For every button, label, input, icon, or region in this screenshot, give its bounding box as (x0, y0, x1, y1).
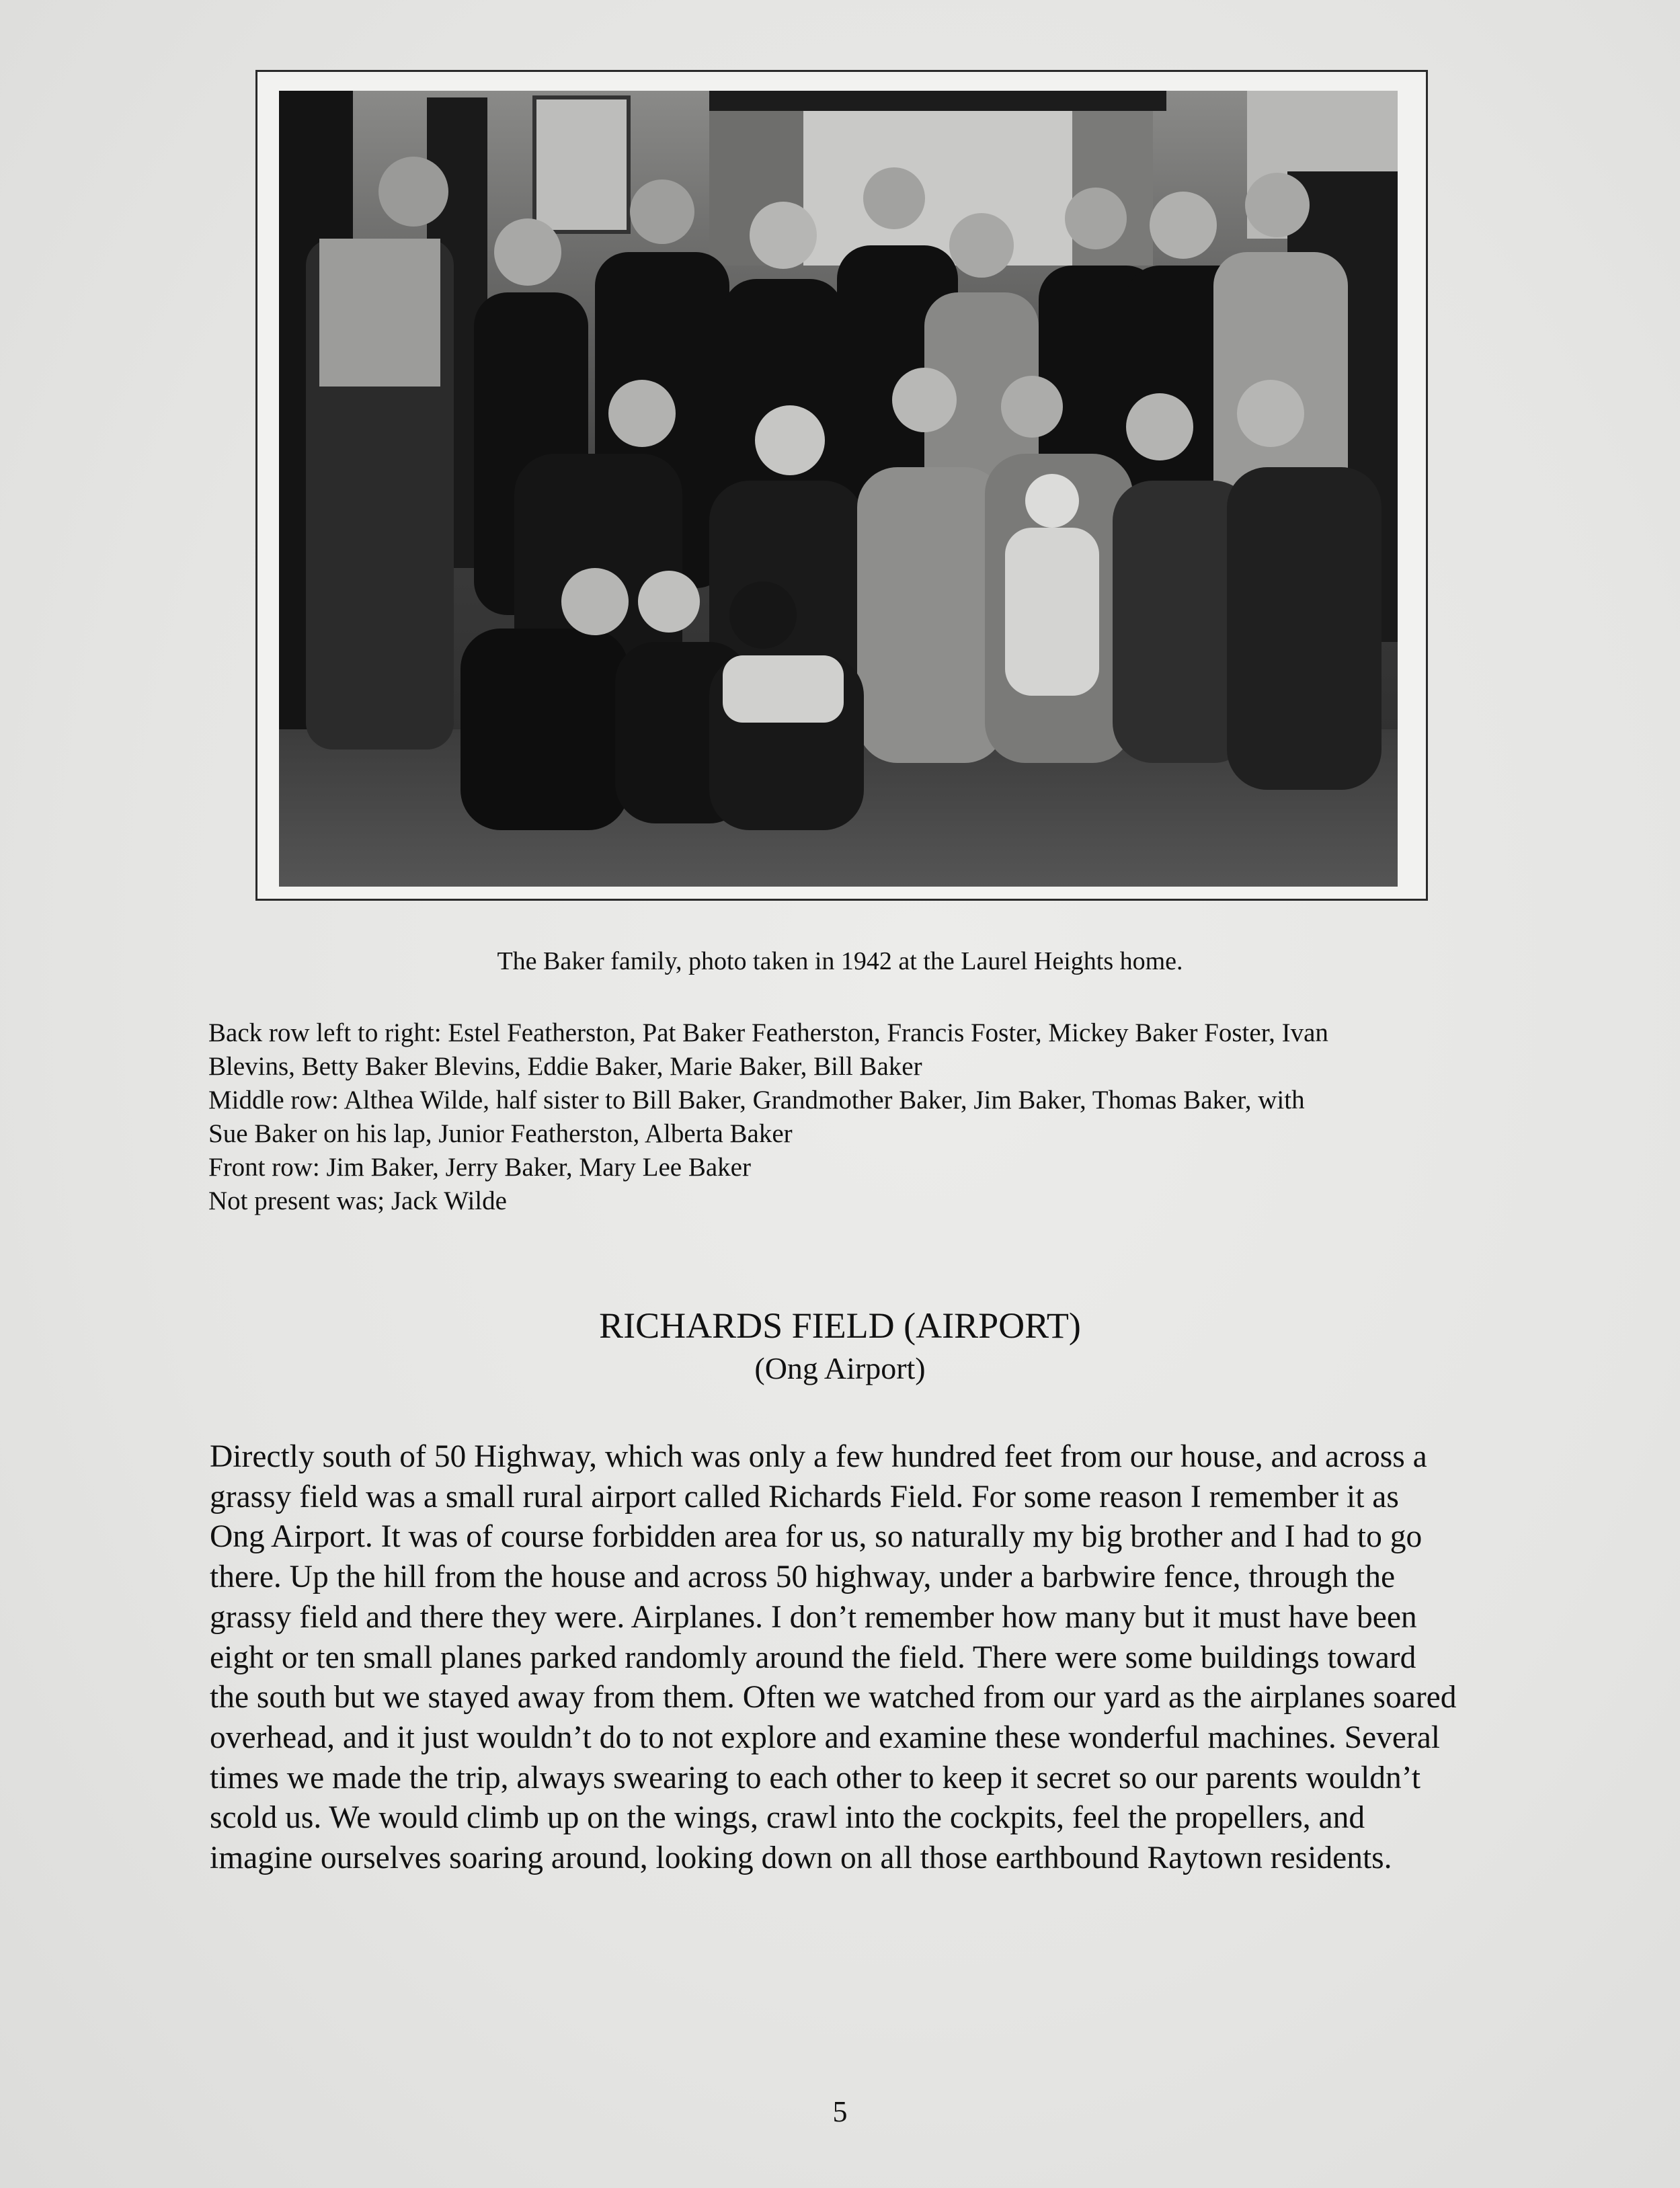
credits-line: Not present was; Jack Wilde (208, 1186, 507, 1215)
family-photo-icon (279, 91, 1398, 887)
credits-line: Sue Baker on his lap, Junior Featherston, Alberta Baker (208, 1119, 793, 1148)
credits-line: Back row left to right: Estel Featherston, Pat Baker Featherston, Francis Foster, Mickey Baker Foster, Ivan (208, 1018, 1328, 1047)
page-number: 5 (832, 2095, 848, 2128)
photo-credits (208, 1016, 1472, 1218)
credits-line: Middle row: Althea Wilde, half sister to Bill Baker, Grandmother Baker, Jim Baker, Thomas Baker, with (208, 1086, 1305, 1115)
photo-caption: The Baker family, photo taken in 1942 at the Laurel Heights home. (497, 947, 1183, 975)
section-subtitle: (Ong Airport) (754, 1351, 926, 1385)
photo-frame (255, 70, 1428, 901)
section-title: RICHARDS FIELD (AIRPORT) (599, 1305, 1081, 1346)
credits-line: Front row: Jim Baker, Jerry Baker, Mary Lee Baker (208, 1153, 751, 1182)
family-photo (279, 91, 1398, 887)
body-paragraph: Directly south of 50 Highway, which was only a few hundred feet from our house, and across a grassy field was a small rural airport called Richards Field. For some reason I remember it as Ong Airport. It was of course forbidden area for us, so naturally my big brother and I had to go there. Up the hill from the house and across 50 highway, under a barbwire fence, through the grassy field and there they were. Airplanes. I don’t remember how many but it must have been eight or ten small planes parked randomly around the field. There were some buildings toward the south but we stayed away from them. Often we watched from our yard as the airplanes soared overhead, and it just wouldn’t do to not explore and examine these wonderful machines. Several times we made the trip, always swearing to each other to keep it secret so our parents wouldn’t scold us. We would climb up on the wings, crawl into the cockpits, feel the propellers, and imagine ourselves soaring around, looking down on all those earthbound Raytown residents. (210, 1439, 1457, 1876)
credits-line: Blevins, Betty Baker Blevins, Eddie Baker, Marie Baker, Bill Baker (208, 1052, 922, 1081)
